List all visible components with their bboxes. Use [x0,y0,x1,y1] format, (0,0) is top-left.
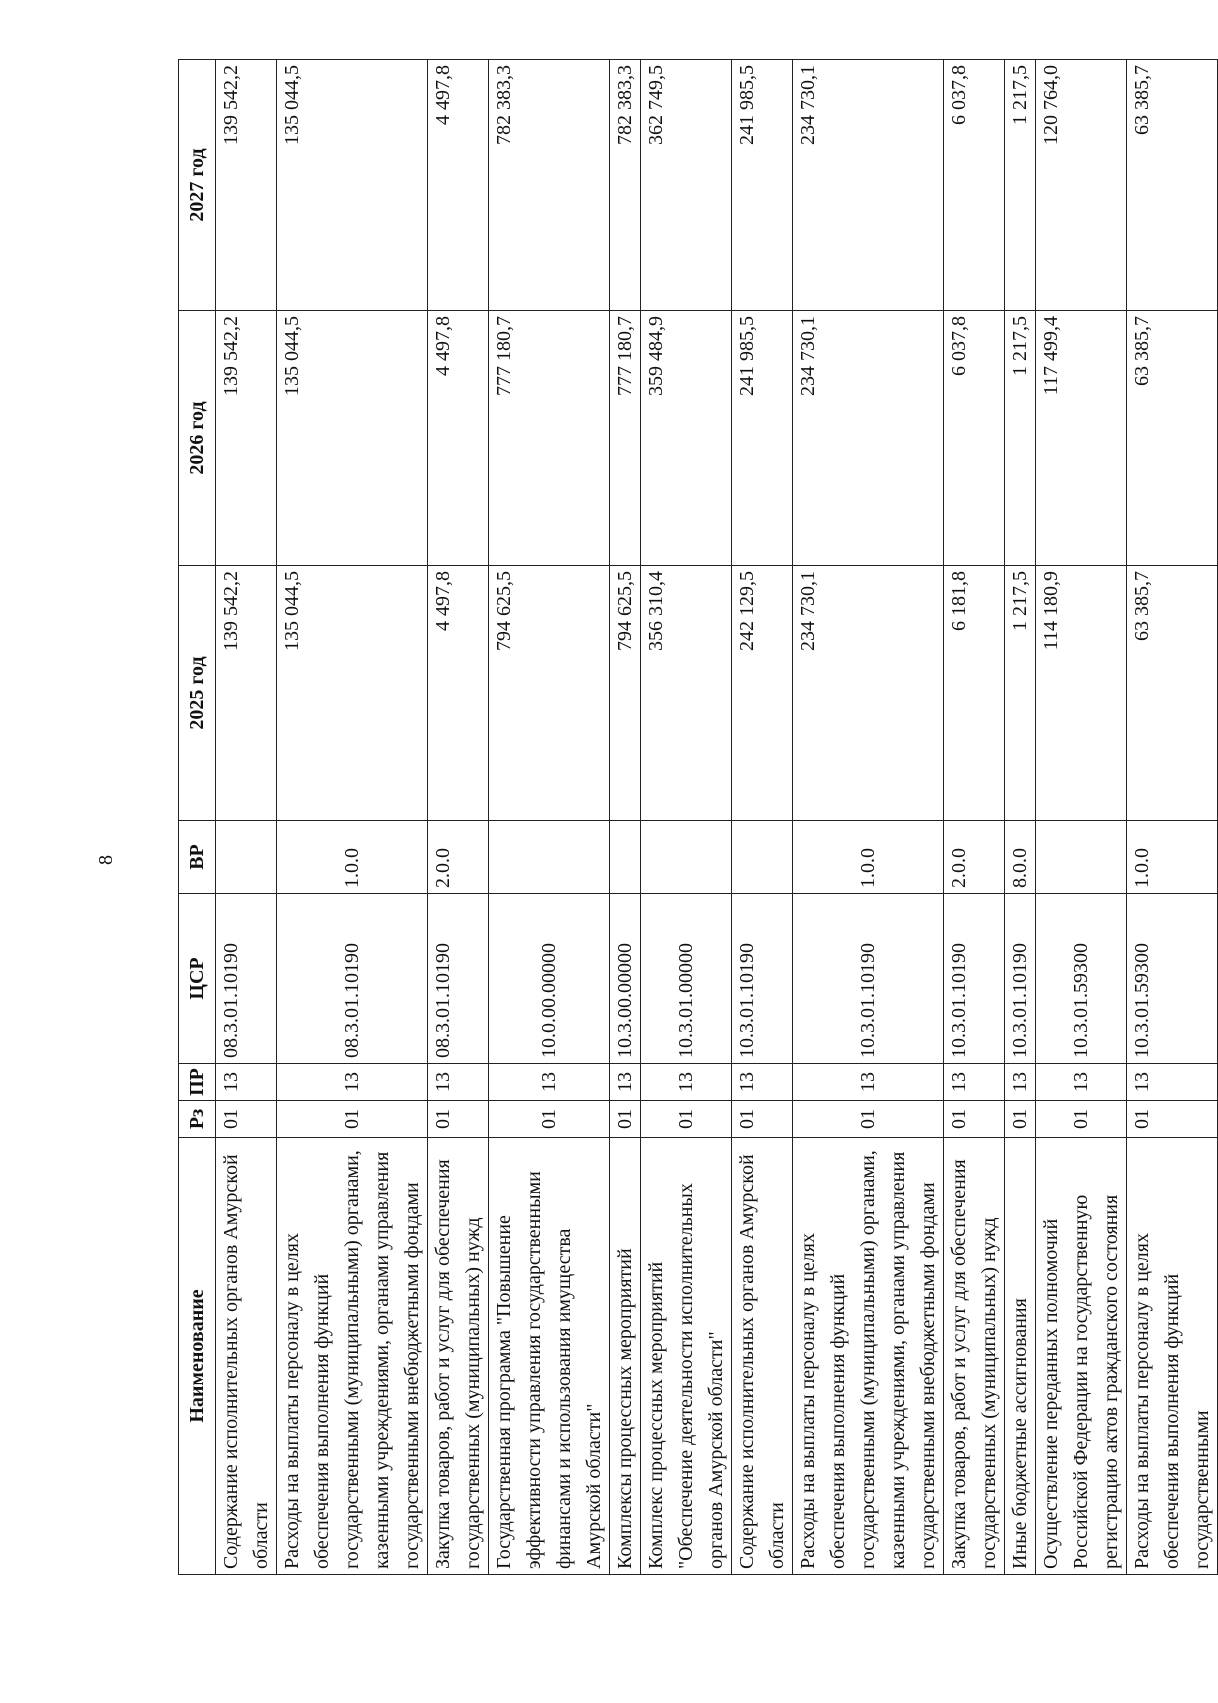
row-rz: 01 [1005,1101,1036,1138]
row-rz: 01 [428,1101,489,1138]
row-2025: 234 730,1 [793,566,944,821]
header-2025: 2025 год [179,566,216,821]
row-csr: 08.3.01.10190 [216,894,277,1064]
row-rz: 01 [216,1101,277,1138]
row-2026: 135 044,5 [277,311,428,566]
row-rz: 01 [793,1101,944,1138]
row-name: Комплекс процессных мероприятий "Обеспечение деятельности исполнительных органов Амурской области" [641,1138,732,1575]
row-vr: 1.0.0 [277,821,428,894]
row-2026: 1 217,5 [1005,311,1036,566]
row-name: Комплексы процессных мероприятий [610,1138,641,1575]
row-vr [489,821,610,894]
row-2025: 794 625,5 [489,566,610,821]
row-2025: 242 129,5 [732,566,793,821]
row-vr: 2.0.0 [428,821,489,894]
table-row [793,60,944,1575]
row-pr: 13 [489,1064,610,1101]
header-vr: ВР [179,821,216,894]
row-name: Расходы на выплаты персоналу в целях обеспечения выполнения функций государственными [1127,1138,1218,1575]
row-2025: 356 310,4 [641,566,732,821]
table-row [641,60,732,1575]
row-2026: 117 499,4 [1036,311,1127,566]
row-vr: 1.0.0 [793,821,944,894]
row-2026: 139 542,2 [216,311,277,566]
row-pr: 13 [793,1064,944,1101]
row-vr: 2.0.0 [944,821,1005,894]
row-2027: 362 749,5 [641,60,732,311]
row-name: Иные бюджетные ассигнования [1005,1138,1036,1575]
header-csr: ЦСР [179,894,216,1064]
row-rz: 01 [610,1101,641,1138]
row-csr: 10.0.00.00000 [489,894,610,1064]
header-name: Наименование [179,1138,216,1575]
row-csr: 08.3.01.10190 [277,894,428,1064]
row-pr: 13 [1127,1064,1218,1101]
row-csr: 10.3.01.10190 [793,894,944,1064]
row-vr [732,821,793,894]
row-2027: 120 764,0 [1036,60,1127,311]
table-header-row [179,60,216,1575]
row-2025: 135 044,5 [277,566,428,821]
row-name: Закупка товаров, работ и услуг для обеспечения государственных (муниципальных) нужд [944,1138,1005,1575]
row-2027: 135 044,5 [277,60,428,311]
row-rz: 01 [277,1101,428,1138]
row-2027: 241 985,5 [732,60,793,311]
header-2026: 2026 год [179,311,216,566]
row-name: Государственная программа "Повышение эффективности управления государственными финансами и использования имущества Амурской области" [489,1138,610,1575]
row-pr: 13 [277,1064,428,1101]
row-2026: 63 385,7 [1127,311,1218,566]
row-2025: 63 385,7 [1127,566,1218,821]
row-pr: 13 [641,1064,732,1101]
row-rz: 01 [641,1101,732,1138]
row-csr: 10.3.01.10190 [732,894,793,1064]
header-2027: 2027 год [179,60,216,311]
row-rz: 01 [1036,1101,1127,1138]
row-csr: 10.3.01.00000 [641,894,732,1064]
row-2025: 794 625,5 [610,566,641,821]
row-name: Осуществление переданных полномочий Российской Федерации на государственную регистрацию актов гражданского состояния [1036,1138,1127,1575]
row-rz: 01 [489,1101,610,1138]
row-name: Расходы на выплаты персоналу в целях обеспечения выполнения функций государственными (муниципальными) органами, казенными учреждениями, органами управления государственными внебюджетными фондами [277,1138,428,1575]
row-2026: 359 484,9 [641,311,732,566]
row-csr: 10.3.01.10190 [1005,894,1036,1064]
row-vr: 8.0.0 [1005,821,1036,894]
row-pr: 13 [732,1064,793,1101]
row-2026: 777 180,7 [610,311,641,566]
row-rz: 01 [944,1101,1005,1138]
page-number: 8 [95,855,117,865]
row-2025: 139 542,2 [216,566,277,821]
row-2027: 782 383,3 [610,60,641,311]
header-rz: Рз [179,1101,216,1138]
row-2025: 114 180,9 [1036,566,1127,821]
row-pr: 13 [1005,1064,1036,1101]
table-row [277,60,428,1575]
table-row [732,60,793,1575]
row-2025: 1 217,5 [1005,566,1036,821]
row-2025: 4 497,8 [428,566,489,821]
header-pr: ПР [179,1064,216,1101]
row-2026: 241 985,5 [732,311,793,566]
row-name: Закупка товаров, работ и услуг для обеспечения государственных (муниципальных) нужд [428,1138,489,1575]
row-pr: 13 [610,1064,641,1101]
table-row [1005,60,1036,1575]
row-2027: 1 217,5 [1005,60,1036,311]
row-2027: 234 730,1 [793,60,944,311]
row-2027: 6 037,8 [944,60,1005,311]
row-2026: 777 180,7 [489,311,610,566]
row-vr [610,821,641,894]
row-rz: 01 [1127,1101,1218,1138]
row-2027: 782 383,3 [489,60,610,311]
row-vr: 1.0.0 [1127,821,1218,894]
table-row [944,60,1005,1575]
row-rz: 01 [732,1101,793,1138]
table-row [1036,60,1127,1575]
row-2026: 4 497,8 [428,311,489,566]
row-2026: 234 730,1 [793,311,944,566]
row-pr: 13 [428,1064,489,1101]
budget-table [178,59,1218,1575]
row-csr: 10.3.01.59300 [1036,894,1127,1064]
row-name: Содержание исполнительных органов Амурской области [732,1138,793,1575]
row-pr: 13 [216,1064,277,1101]
row-2025: 6 181,8 [944,566,1005,821]
table-row [1127,60,1218,1575]
row-pr: 13 [944,1064,1005,1101]
table-row [216,60,277,1575]
row-name: Расходы на выплаты персоналу в целях обеспечения выполнения функций государственными (муниципальными) органами, казенными учреждениями, органами управления государственными внебюджетными фондами [793,1138,944,1575]
table-row [428,60,489,1575]
row-csr: 10.3.00.00000 [610,894,641,1064]
row-2026: 6 037,8 [944,311,1005,566]
row-csr: 10.3.01.10190 [944,894,1005,1064]
table-row [610,60,641,1575]
row-csr: 10.3.01.59300 [1127,894,1218,1064]
row-vr [641,821,732,894]
table-row [489,60,610,1575]
row-2027: 63 385,7 [1127,60,1218,311]
row-2027: 139 542,2 [216,60,277,311]
row-pr: 13 [1036,1064,1127,1101]
row-name: Содержание исполнительных органов Амурской области [216,1138,277,1575]
row-vr [1036,821,1127,894]
row-2027: 4 497,8 [428,60,489,311]
row-csr: 08.3.01.10190 [428,894,489,1064]
row-vr [216,821,277,894]
rotated-table-container [178,60,1213,1575]
